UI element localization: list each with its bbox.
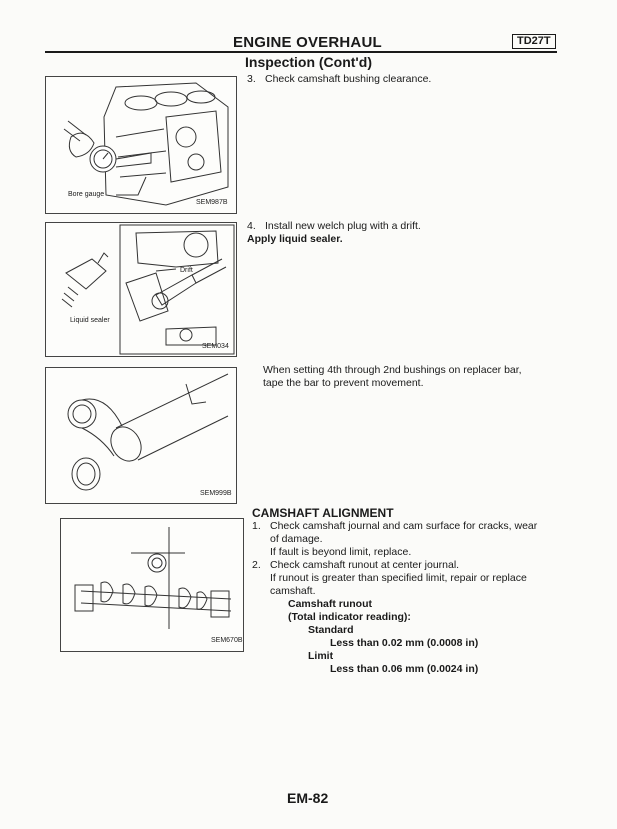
standard-label: Standard bbox=[308, 624, 354, 636]
spec-title: (Total indicator reading): bbox=[288, 611, 411, 623]
figure-code: SEM034 bbox=[202, 343, 229, 350]
camshaft-alignment-body bbox=[252, 520, 572, 676]
figure-code: SEM670B bbox=[211, 637, 243, 644]
header-rule bbox=[45, 51, 557, 53]
item-number: 1. bbox=[252, 520, 261, 532]
item-text: If fault is beyond limit, replace. bbox=[270, 546, 412, 558]
figure-sem999b bbox=[45, 367, 237, 504]
page-header-title: ENGINE OVERHAUL bbox=[233, 34, 382, 51]
bushing-note-line: When setting 4th through 2nd bushings on replacer bar, bbox=[263, 364, 522, 376]
camshaft-alignment-heading: CAMSHAFT ALIGNMENT bbox=[252, 506, 394, 520]
limit-label: Limit bbox=[308, 650, 334, 662]
figure-sem034 bbox=[45, 222, 237, 357]
item-text: If runout is greater than specified limit, repair or replace bbox=[270, 572, 527, 584]
item-text: Check camshaft journal and cam surface for cracks, wear bbox=[270, 520, 538, 532]
item-number: 2. bbox=[252, 559, 261, 571]
bushing-note bbox=[263, 364, 522, 390]
bore-gauge-label: Bore gauge bbox=[68, 191, 105, 198]
drift-label: Drift bbox=[180, 267, 193, 274]
section-title: Inspection (Cont'd) bbox=[245, 54, 372, 70]
step-number: 4. bbox=[247, 220, 256, 232]
figure-sem670b bbox=[60, 518, 244, 652]
step-note: Apply liquid sealer. bbox=[247, 233, 343, 245]
step-text: Install new welch plug with a drift. bbox=[265, 220, 421, 232]
step-number: 3. bbox=[247, 73, 256, 85]
camshaft-runout-illustration bbox=[61, 519, 243, 651]
liquid-sealer-label: Liquid sealer bbox=[70, 317, 110, 324]
step-3 bbox=[247, 73, 431, 86]
welch-plug-illustration bbox=[46, 223, 236, 356]
model-badge: TD27T bbox=[512, 34, 556, 49]
spec-title: Camshaft runout bbox=[288, 598, 372, 610]
item-text: camshaft. bbox=[270, 585, 316, 597]
figure-code: SEM999B bbox=[200, 490, 232, 497]
standard-value: Less than 0.02 mm (0.0008 in) bbox=[330, 637, 479, 649]
figure-sem987b bbox=[45, 76, 237, 214]
step-text: Check camshaft bushing clearance. bbox=[265, 73, 432, 85]
item-text: of damage. bbox=[270, 533, 323, 545]
limit-value: Less than 0.06 mm (0.0024 in) bbox=[330, 663, 479, 675]
step-4 bbox=[247, 220, 421, 246]
page-number: EM-82 bbox=[287, 790, 329, 806]
figure-code: SEM987B bbox=[196, 199, 228, 206]
replacer-bar-illustration bbox=[46, 368, 236, 503]
item-text: Check camshaft runout at center journal. bbox=[270, 559, 460, 571]
bushing-note-line: tape the bar to prevent movement. bbox=[263, 377, 424, 389]
